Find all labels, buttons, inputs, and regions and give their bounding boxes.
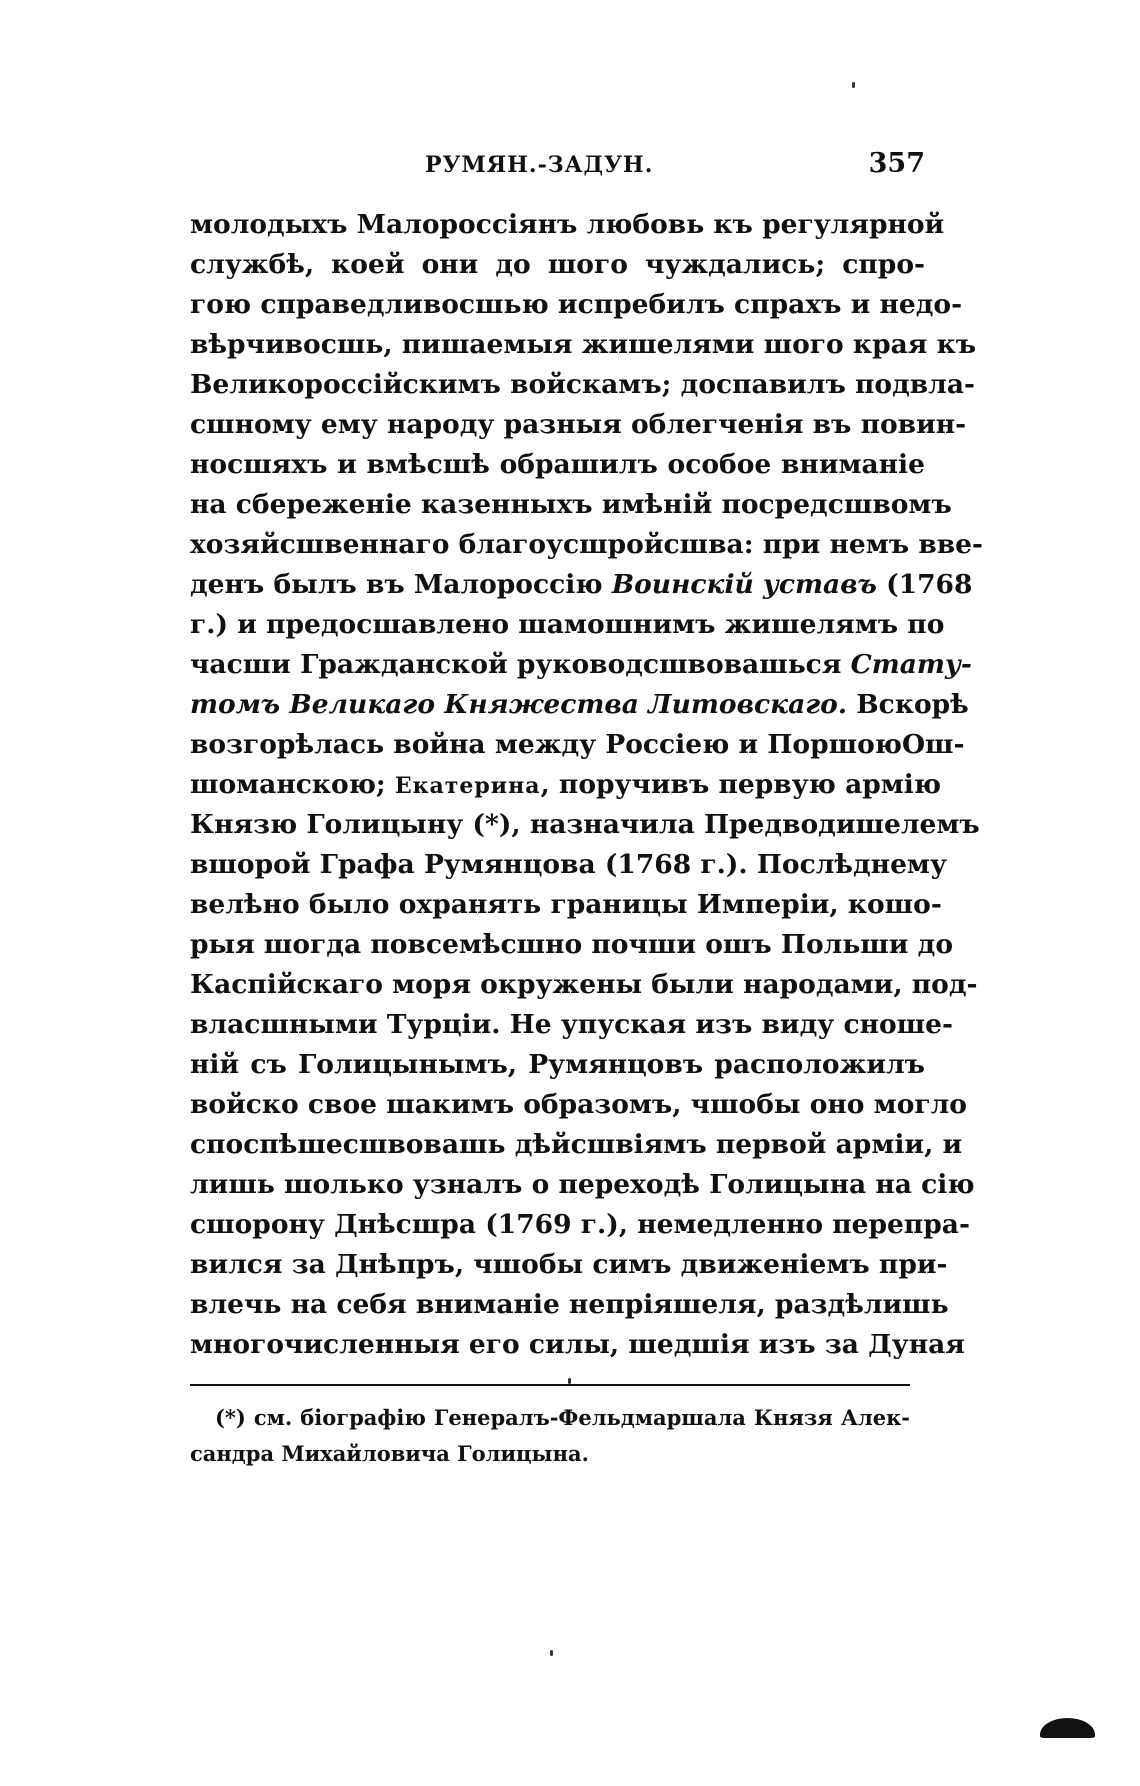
italic-title: Воинскій уставъ [611,569,877,600]
page-number: 357 [868,148,925,179]
footnote [190,1400,910,1472]
line-segment: часши Гражданской руководсшвовашься [190,649,851,680]
text-line: возгорѣлась война между Россіею и ПоршоюОш- [190,729,965,760]
line-segment: Вскорѣ [847,689,969,720]
text-line: сшорону Днѣсшра (1769 г.), немедленно перепра- [190,1209,970,1240]
text-line [190,685,969,725]
text-line: влечь на себя вниманіе непріяшеля, раздѣлишь [190,1289,949,1320]
text-line: Князю Голицыну (*), назначила Предводишелемъ [190,809,980,840]
text-line: хозяйсшвеннаго благоусшройсшва: при немъ вве- [190,529,984,560]
text-line: г.) и предосшавлено шамошнимъ жишелямъ по [190,609,945,640]
text-line: многочисленныя его силы, шедшія изъ за Дуная [190,1329,965,1360]
text-line: службѣ, коей они до шого чуждались; спро- [190,249,925,280]
text-line: сшному ему народу разныя облегченія въ повин- [190,409,967,440]
ink-speck [550,1650,553,1656]
line-segment: (1768 [876,569,973,600]
footnote-line: (*) см. біографію Генералъ-Фельдмаршала Князя Алек- [215,1405,910,1430]
text-line: споспѣшесшвовашь дѣйсшвіямъ первой арміи, и [190,1129,963,1160]
ink-speck [852,82,855,88]
text-line [190,565,973,605]
text-line: велѣно было охранять границы Имперіи, кошо- [190,889,942,920]
footnote-rule [190,1384,910,1386]
italic-title: томъ Великаго Княжества Литовскаго. [190,689,848,720]
text-line: Великороссійскимъ войскамъ; доспавилъ подвла- [190,369,975,400]
running-title: РУМЯН.-ЗАДУН. [425,152,654,178]
small-caps-name: Екатерина [394,773,541,799]
italic-title: Стату- [850,649,972,680]
text-line: рыя шогда повсемѣсшно почши ошъ Польши до [190,929,954,960]
text-line: войско свое шакимъ образомъ, чшобы оно могло [190,1089,967,1120]
text-line: на сбереженіе казенныхъ имѣній посредсшвомъ [190,489,952,520]
text-line: носшяхъ и вмѣсшѣ обрашилъ особое вниманіе [190,449,925,480]
line-segment: шоманскою; [190,769,395,800]
line-segment: , поручивъ первую армію [540,769,942,800]
running-head [190,148,925,188]
text-line: вѣрчивосшь, пишаемыя жишелями шого края къ [190,329,977,360]
line-segment: денъ былъ въ Малороссію [190,569,612,600]
ink-speck [568,1378,571,1384]
text-line [190,765,942,805]
text-line: лишь шолько узналъ о переходѣ Голицына на сію [190,1169,975,1200]
text-line: вшорой Графа Румянцова (1768 г.). Послѣднему [190,849,947,880]
text-line [190,645,972,685]
text-line: власшными Турціи. Не упуская изъ виду сноше- [190,1009,953,1040]
text-line: вился за Днѣпръ, чшобы симъ движеніемъ при- [190,1249,948,1280]
text-line: Каспійскаго моря окружены были народами, под- [190,969,978,1000]
text-line: гою справедливосшью испребилъ спрахъ и недо- [190,289,963,320]
text-line: молодыхъ Малороссіянъ любовь къ регулярной [190,209,945,240]
footnote-line: сандра Михайловича Голицына. [190,1441,589,1466]
ink-blot [1040,1718,1095,1738]
text-line: ній съ Голицынымъ, Румянцовъ расположилъ [190,1049,925,1080]
main-text [190,205,984,1365]
